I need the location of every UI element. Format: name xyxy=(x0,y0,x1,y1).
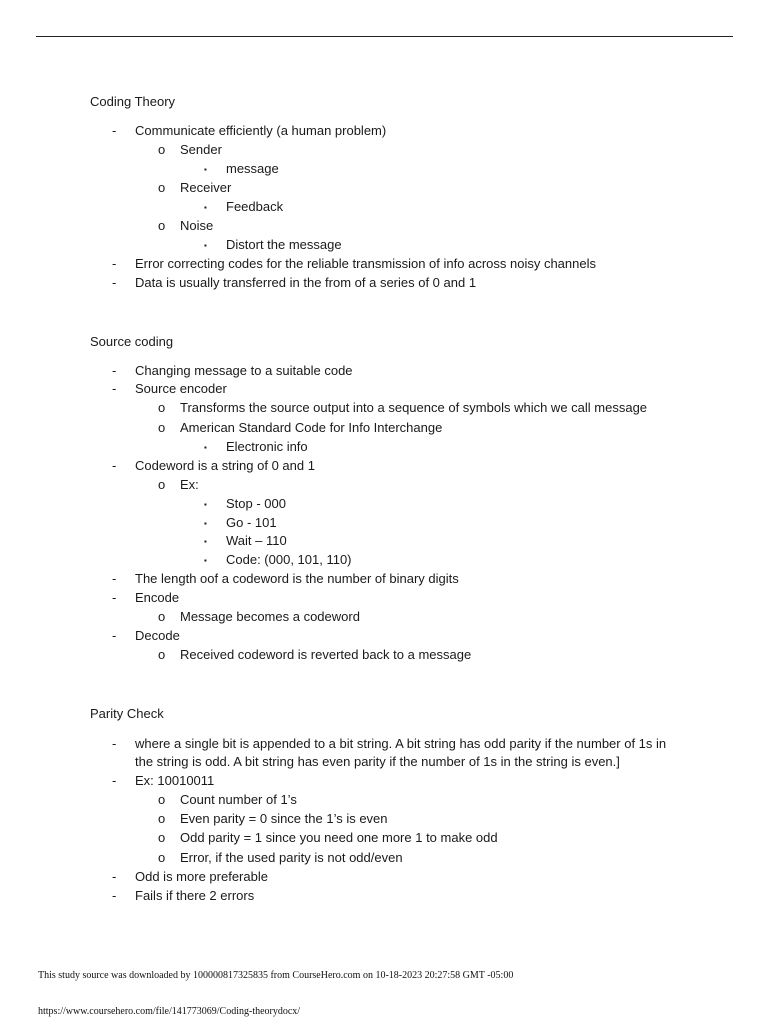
dash-bullet: - xyxy=(112,275,117,290)
dash-bullet: - xyxy=(112,590,117,605)
list-item: Codeword is a string of 0 and 1 xyxy=(135,458,315,473)
list-item: Encode xyxy=(135,590,180,605)
list-item: Ex: xyxy=(180,477,199,492)
list-item: message xyxy=(226,161,279,176)
dash-bullet: - xyxy=(112,888,117,903)
dash-bullet: - xyxy=(112,571,117,586)
square-bullet: ▪ xyxy=(204,165,207,174)
square-bullet: ▪ xyxy=(204,500,207,509)
list-item: Code: (000, 101, 110) xyxy=(226,552,352,567)
list-item: Noise xyxy=(180,218,214,233)
list-item: Transforms the source output into a sequence of symbols which we call message xyxy=(180,400,648,415)
circle-bullet: o xyxy=(158,811,166,826)
dash-bullet: - xyxy=(112,458,117,473)
list-item: Stop - 000 xyxy=(226,496,286,511)
list-item: Receiver xyxy=(180,180,232,195)
list-item: Error correcting codes for the reliable transmission of info across noisy channels xyxy=(135,256,596,271)
list-item: Fails if there 2 errors xyxy=(135,888,255,903)
heading-parity-check: Parity Check xyxy=(90,706,164,721)
square-bullet: ▪ xyxy=(204,556,207,565)
circle-bullet: o xyxy=(158,830,166,845)
list-item: Wait – 110 xyxy=(226,533,287,548)
circle-bullet: o xyxy=(158,792,166,807)
circle-bullet: o xyxy=(158,850,166,865)
list-item: Sender xyxy=(180,142,222,157)
list-item: Electronic info xyxy=(226,439,308,454)
list-item: Ex: 10010011 xyxy=(135,773,215,788)
dash-bullet: - xyxy=(112,123,117,138)
list-item: Go - 101 xyxy=(226,515,277,530)
list-item: Data is usually transferred in the from of a series of 0 and 1 xyxy=(135,275,477,290)
list-item: Message becomes a codeword xyxy=(180,609,360,624)
square-bullet: ▪ xyxy=(204,203,207,212)
square-bullet: ▪ xyxy=(204,537,207,546)
list-item: American Standard Code for Info Interchange xyxy=(180,420,443,435)
list-item: where a single bit is appended to a bit string. A bit string has odd parity if the number of 1s in xyxy=(135,736,667,751)
list-item: Feedback xyxy=(226,199,284,214)
circle-bullet: o xyxy=(158,420,166,435)
list-item: Communicate efficiently (a human problem) xyxy=(135,123,387,138)
dash-bullet: - xyxy=(112,869,117,884)
circle-bullet: o xyxy=(158,477,166,492)
list-item: Received codeword is reverted back to a message xyxy=(180,647,472,662)
dash-bullet: - xyxy=(112,256,117,271)
dash-bullet: - xyxy=(112,363,117,378)
list-item: Changing message to a suitable code xyxy=(135,363,353,378)
list-item: Odd parity = 1 since you need one more 1 to make odd xyxy=(180,830,498,845)
list-item: Error, if the used parity is not odd/even xyxy=(180,850,403,865)
circle-bullet: o xyxy=(158,142,166,157)
heading-coding-theory: Coding Theory xyxy=(90,94,176,109)
list-item: Even parity = 0 since the 1’s is even xyxy=(180,811,388,826)
header-rule xyxy=(36,36,733,37)
circle-bullet: o xyxy=(158,647,166,662)
square-bullet: ▪ xyxy=(204,519,207,528)
list-item: Count number of 1’s xyxy=(180,792,297,807)
circle-bullet: o xyxy=(158,609,166,624)
dash-bullet: - xyxy=(112,773,117,788)
circle-bullet: o xyxy=(158,180,166,195)
list-item: Distort the message xyxy=(226,237,342,252)
dash-bullet: - xyxy=(112,736,117,751)
dash-bullet: - xyxy=(112,381,117,396)
list-item: Decode xyxy=(135,628,180,643)
list-item: Odd is more preferable xyxy=(135,869,268,884)
list-item-continuation: the string is odd. A bit string has even parity if the number of 1s in the string is even.] xyxy=(135,754,620,769)
circle-bullet: o xyxy=(158,218,166,233)
heading-source-coding: Source coding xyxy=(90,334,174,349)
download-notice: This study source was downloaded by 100000817325835 from CourseHero.com on 10-18-2023 20:27:58 GMT -05:00 xyxy=(38,970,514,981)
square-bullet: ▪ xyxy=(204,241,207,250)
circle-bullet: o xyxy=(158,400,166,415)
square-bullet: ▪ xyxy=(204,443,207,452)
list-item: Source encoder xyxy=(135,381,227,396)
list-item: The length oof a codeword is the number of binary digits xyxy=(135,571,459,586)
dash-bullet: - xyxy=(112,628,117,643)
source-url-link[interactable]: https://www.coursehero.com/file/141773069/Coding-theorydocx/ xyxy=(38,1006,301,1017)
